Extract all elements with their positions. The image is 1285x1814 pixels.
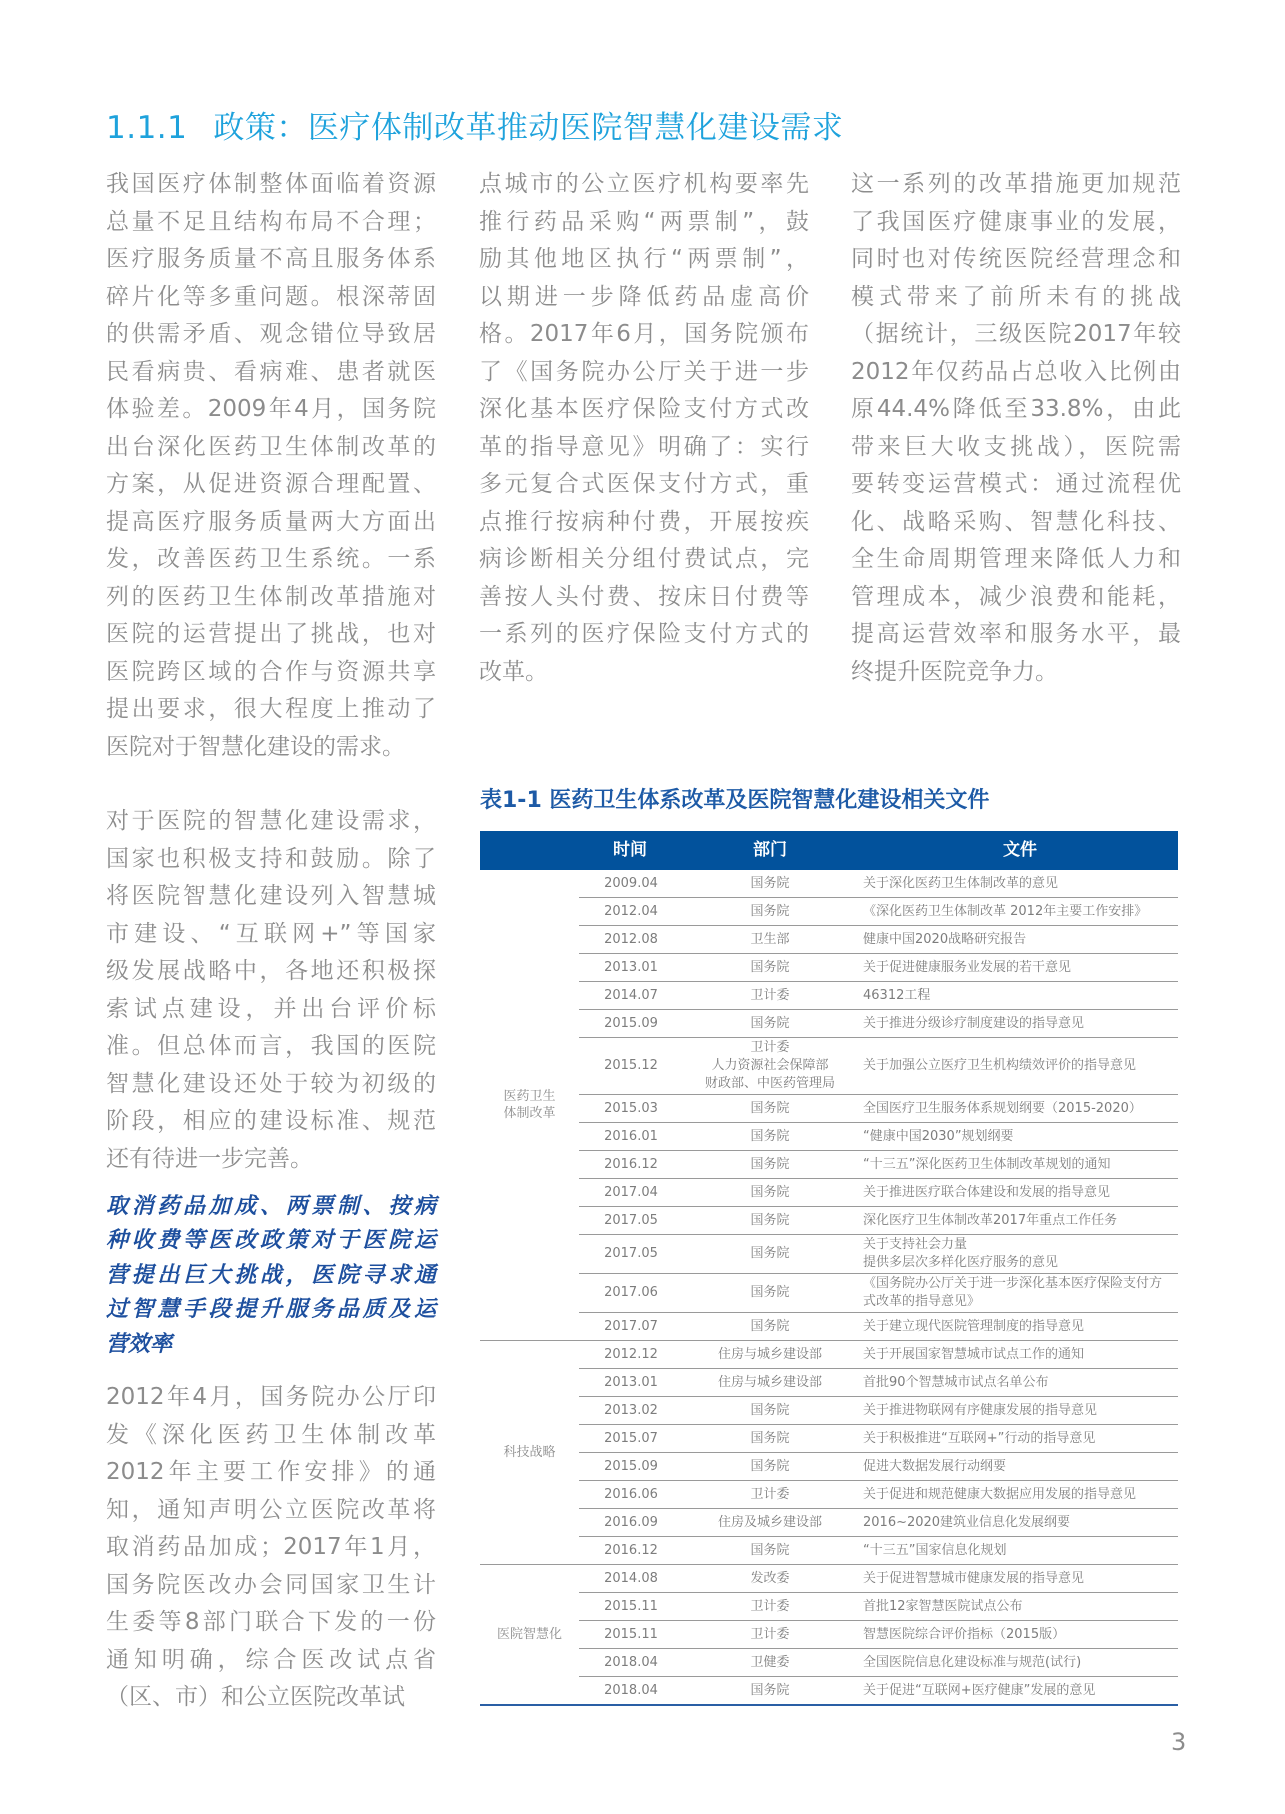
cell-department: 国务院 [750,1402,790,1418]
text-line: 过智慧手段提升服务品质及运 [106,1297,436,1323]
text-line: 营提出巨大挑战，医院寻求通 [106,1262,436,1288]
cell-document: 关于深化医药卫生体制改革的意见 [863,875,1059,891]
text-line: 2012年仅药品占总收入比例由 [851,358,1181,385]
table-row [579,1313,1178,1340]
cell-document: 关于开展国家智慧城市试点工作的通知 [863,1346,1085,1362]
table-row [579,1341,1178,1369]
cell-document: 《国务院办公厅关于进一步深化基本医疗保险支付方 式改革的指导意见》 [863,1276,1163,1309]
cell-department: 住房与城乡建设部 [717,1346,822,1362]
paragraph [106,166,436,766]
text-line: 点城市的公立医疗机构要率先 [479,171,809,197]
cell-department: 国务院 [750,1212,790,1228]
cell-document: 关于支持社会力量 提供多层次多样化医疗服务的意见 [863,1237,1059,1270]
cell-time: 2012.04 [604,903,658,919]
cell-department: 国务院 [750,959,790,975]
cell-document: 关于推进分级诊疗制度建设的指导意见 [863,1015,1085,1031]
text-line: 多元复合式医保支付方式，重 [479,471,809,497]
table-row [579,1677,1178,1704]
section-heading [106,102,843,147]
table-group [480,870,1178,1341]
table-row [579,1123,1178,1151]
cell-time: 2017.05 [604,1246,658,1261]
page-number: 3 [1171,1728,1187,1756]
cell-time: 2014.07 [604,987,658,1003]
cell-time: 2015.12 [604,1058,658,1073]
text-line: 营效率 [106,1331,173,1357]
text-line: 智慧化建设还处于较为初级的 [106,1070,436,1097]
table-row [579,1095,1178,1123]
text-line: 民看病贵、看病难、患者就医 [106,358,436,385]
cell-document: 关于促进和规范健康大数据应用发展的指导意见 [863,1486,1137,1502]
text-line: 取消药品加成、两票制、按病 [106,1194,436,1219]
table-row [579,954,1178,982]
cell-document: “健康中国2030”规划纲要 [863,1128,1014,1144]
policy-documents-table [480,831,1178,1706]
cell-document: 关于推进物联网有序健康发展的指导意见 [863,1402,1098,1418]
table-row [579,1649,1178,1677]
cell-document: 全国医疗卫生服务体系规划纲要（2015-2020） [863,1100,1142,1116]
table-row [579,1565,1178,1593]
cell-document: 关于加强公立医疗卫生机构绩效评价的指导意见 [863,1058,1137,1073]
cell-document: 关于促进智慧城市健康发展的指导意见 [863,1570,1085,1586]
cell-time: 2012.12 [604,1346,658,1362]
cell-document: 全国医院信息化建设标准与规范(试行) [863,1654,1082,1670]
table-row [579,1509,1178,1537]
cell-time: 2016.12 [604,1156,658,1172]
text-line: （区、市）和公立医院改革试 [106,1684,405,1710]
table-header [480,831,1178,870]
text-line: 对于医院的智慧化建设需求， [106,808,436,834]
table-row [579,1397,1178,1425]
text-line: 模式带来了前所未有的挑战 [851,283,1181,310]
cell-document: 智慧医院综合评价指标（2015版） [863,1626,1066,1642]
text-line: 提高医疗服务质量两大方面出 [106,508,436,535]
cell-time: 2018.04 [604,1682,658,1698]
text-line: 医院跨区域的合作与资源共享 [106,658,436,685]
cell-document: 首批12家智慧医院试点公布 [863,1598,1023,1614]
text-line: 善按人头付费、按床日付费等 [479,583,809,610]
cell-time: 2016.09 [604,1514,658,1530]
cell-department: 发改委 [750,1570,790,1586]
table-row [579,926,1178,954]
text-line: 级发展战略中，各地还积极探 [106,958,436,984]
cell-time: 2015.11 [604,1598,658,1614]
cell-document: 关于促进“互联网+医疗健康”发展的意见 [863,1682,1096,1698]
text-line: 带来巨大收支挑战），医院需 [851,433,1181,460]
text-line: 了《国务院办公厅关于进一步 [479,358,809,385]
table-row [579,1274,1178,1313]
cell-department: 国务院 [750,1285,790,1300]
cell-department: 国务院 [750,1184,790,1200]
cell-department: 卫计委 [750,1626,790,1642]
cell-document: 关于积极推进“互联网+”行动的指导意见 [863,1430,1096,1446]
table-row [579,1369,1178,1397]
cell-department: 国务院 [750,875,790,891]
text-line: 终提升医院竞争力。 [851,658,1058,685]
table-row [579,1151,1178,1179]
cell-document: 深化医疗卫生体制改革2017年重点工作任务 [863,1212,1118,1228]
cell-time: 2015.09 [604,1458,658,1474]
cell-department: 国务院 [750,1246,790,1261]
table-row [579,1179,1178,1207]
text-line: 革的指导意见》明确了：实行 [479,433,809,460]
cell-time: 2015.11 [604,1626,658,1642]
cell-department: 国务院 [750,1128,790,1144]
table-row [579,1010,1178,1038]
text-line: 全生命周期管理来降低人力和 [851,546,1181,572]
table-row [579,1537,1178,1564]
text-line: 原44.4%降低至33.8%，由此 [851,396,1181,422]
cell-time: 2018.04 [604,1654,658,1670]
cell-document: “十三五”国家信息化规划 [863,1542,1007,1558]
cell-department: 国务院 [750,1458,790,1474]
table-row [579,1621,1178,1649]
cell-department: 卫生部 [750,931,790,947]
cell-time: 2015.03 [604,1100,658,1116]
text-line: 2012年4月，国务院办公厅印 [106,1384,436,1410]
text-line: 体验差。2009年4月，国务院 [106,396,436,422]
cell-document: 关于促进健康服务业发展的若干意见 [863,959,1072,975]
cell-document: 首批90个智慧城市试点名单公布 [863,1374,1049,1390]
section-title: 政策：医疗体制改革推动医院智慧化建设需求 [213,110,844,146]
cell-time: 2012.08 [604,931,658,947]
text-line: 索试点建设，并出台评价标 [106,995,436,1022]
cell-department: 国务院 [750,1156,790,1172]
cell-department: 国务院 [750,1682,790,1698]
text-line: 国务院医改办会同国家卫生计 [106,1571,436,1598]
paragraph [479,166,809,691]
text-line: 点推行按病种付费，开展按疾 [479,508,809,535]
text-line: （据统计，三级医院2017年较 [851,321,1181,347]
cell-department: 住房与城乡建设部 [717,1374,822,1390]
text-line: 励其他地区执行“两票制”， [479,246,809,272]
cell-department: 国务院 [750,1430,790,1446]
text-line: 格。2017年6月，国务院颁布 [479,321,809,347]
cell-time: 2017.04 [604,1184,658,1200]
paragraph [106,1379,436,1717]
text-line: 要转变运营模式：通过流程优 [851,471,1181,497]
text-line: 以期进一步降低药品虚高价 [479,283,809,310]
cell-time: 2015.09 [604,1015,658,1031]
cell-document: 关于推进医疗联合体建设和发展的指导意见 [863,1184,1111,1200]
cell-time: 2016.06 [604,1486,658,1502]
text-line: 深化基本医疗保险支付方式改 [479,396,809,422]
text-line: 列的医药卫生体制改革措施对 [106,583,436,610]
group-label: 科技战略 [503,1445,556,1460]
cell-department: 国务院 [750,1015,790,1031]
table-row [579,1425,1178,1453]
text-line: 医疗服务质量不高且服务体系 [106,246,436,272]
text-line: 一系列的医疗保险支付方式的 [479,621,809,647]
table-row [579,1235,1178,1274]
cell-time: 2009.04 [604,875,658,891]
text-line: 2012年主要工作安排》的通 [106,1459,436,1485]
cell-department: 卫计委 人力资源社会保障部 财政部、中医药管理局 [704,1040,835,1091]
text-line: 的供需矛盾、观念错位导致居 [106,321,436,347]
table-row [579,898,1178,926]
cell-time: 2015.07 [604,1430,658,1446]
cell-department: 卫计委 [750,987,790,1003]
text-line: 出台深化医药卫生体制改革的 [106,433,436,460]
cell-department: 国务院 [750,1318,790,1334]
paragraph [106,803,436,1178]
table-row [579,1593,1178,1621]
cell-time: 2016.01 [604,1128,658,1144]
text-line: 生委等8部门联合下发的一份 [106,1609,436,1635]
cell-time: 2014.08 [604,1570,658,1586]
text-line: 这一系列的改革措施更加规范 [851,171,1181,197]
text-line: 总量不足且结构布局不合理； [106,208,436,235]
text-line: 还有待进一步完善。 [106,1145,313,1172]
table-caption: 表1-1 医药卫生体系改革及医院智慧化建设相关文件 [480,788,990,813]
header-department: 部门 [753,840,787,860]
table-row [579,1453,1178,1481]
cell-time: 2017.06 [604,1285,658,1300]
pull-quote [106,1190,436,1362]
header-document: 文件 [1003,840,1037,860]
text-line: 知，通知声明公立医院改革将 [106,1496,436,1523]
table-row [579,1481,1178,1509]
group-label: 医药卫生 体制改革 [503,1089,556,1121]
cell-department: 国务院 [750,903,790,919]
cell-department: 卫健委 [750,1654,790,1670]
text-line: 市建设、“互联网+”等国家 [106,920,436,947]
table-row [579,1207,1178,1235]
text-line: 发，改善医药卫生系统。一系 [106,546,436,572]
group-label: 医院智慧化 [496,1627,562,1642]
text-line: 国家也积极支持和鼓励。除了 [106,845,436,872]
cell-department: 住房及城乡建设部 [717,1514,822,1530]
cell-document: 关于建立现代医院管理制度的指导意见 [863,1318,1085,1334]
text-line: 推行药品采购“两票制”，鼓 [479,208,809,235]
table-row [579,1038,1178,1095]
cell-department: 国务院 [750,1100,790,1116]
text-line: 病诊断相关分组付费试点，完 [479,546,809,572]
cell-department: 国务院 [750,1542,790,1558]
table-row [579,870,1178,898]
cell-time: 2016.12 [604,1542,658,1558]
text-line: 碎片化等多重问题。根深蒂固 [106,283,436,310]
text-line: 准。但总体而言，我国的医院 [106,1033,436,1059]
cell-department: 卫计委 [750,1486,790,1502]
table-group [480,1341,1178,1565]
table-row [579,982,1178,1010]
cell-document: 2016~2020建筑业信息化发展纲要 [863,1514,1071,1530]
cell-time: 2013.01 [604,1374,658,1390]
text-line: 提出要求，很大程度上推动了 [106,696,436,722]
cell-department: 卫计委 [750,1598,790,1614]
text-line: 提高运营效率和服务水平，最 [851,621,1181,647]
header-time: 时间 [613,840,647,860]
cell-document: “十三五”深化医药卫生体制改革规划的通知 [863,1156,1111,1172]
cell-time: 2017.07 [604,1318,658,1334]
text-line: 同时也对传统医院经营理念和 [851,246,1181,272]
text-line: 种收费等医改政策对于医院运 [106,1228,436,1254]
text-line: 管理成本，减少浪费和能耗， [851,583,1181,610]
table-group [480,1565,1178,1706]
cell-document: 健康中国2020战略研究报告 [863,931,1027,947]
cell-document: 《深化医药卫生体制改革 2012年主要工作安排》 [863,903,1148,919]
text-line: 我国医疗体制整体面临着资源 [106,171,436,197]
cell-document: 促进大数据发展行动纲要 [863,1458,1007,1474]
text-line: 取消药品加成；2017年1月， [106,1534,436,1560]
text-line: 阶段，相应的建设标准、规范 [106,1108,436,1134]
text-line: 化、战略采购、智慧化科技、 [851,508,1181,535]
text-line: 改革。 [479,658,548,685]
cell-time: 2013.02 [604,1402,658,1418]
text-line: 通知明确，综合医改试点省 [106,1646,436,1673]
cell-document: 46312工程 [863,987,931,1003]
paragraph [851,166,1181,691]
text-line: 了我国医疗健康事业的发展， [851,208,1181,235]
text-line: 将医院智慧化建设列入智慧城 [106,883,436,909]
text-line: 发《深化医药卫生体制改革 [106,1421,436,1448]
cell-time: 2013.01 [604,959,658,975]
text-line: 医院对于智慧化建设的需求。 [106,733,405,760]
text-line: 方案，从促进资源合理配置、 [106,471,436,497]
section-number: 1.1.1 [106,110,188,146]
text-line: 医院的运营提出了挑战，也对 [106,621,436,647]
cell-time: 2017.05 [604,1212,658,1228]
